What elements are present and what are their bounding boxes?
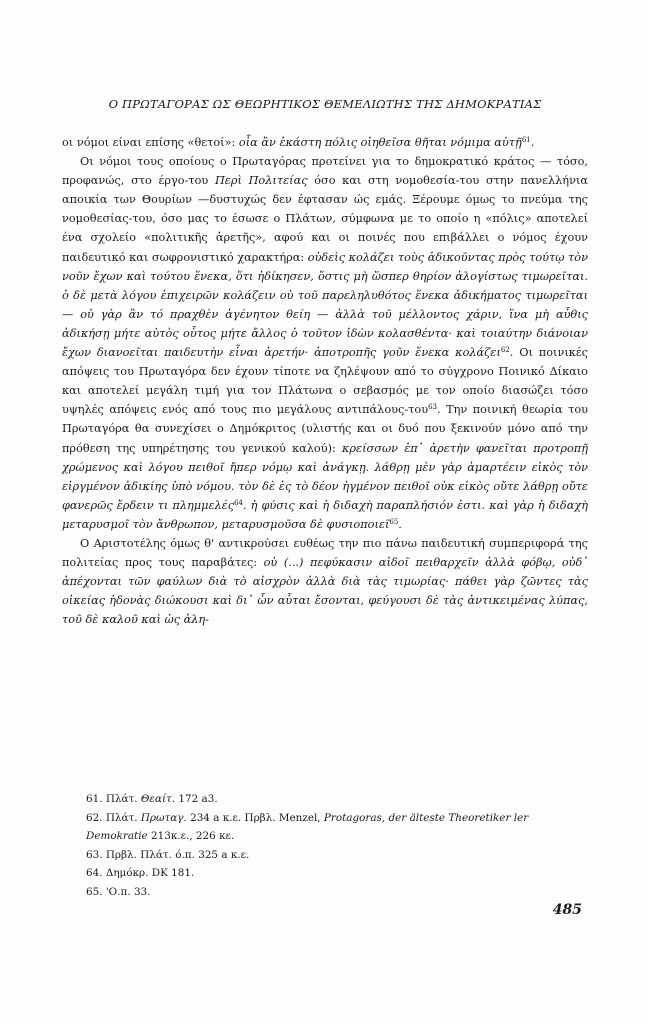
greek-quotation: οἷα ἂν ἑκάστη πόλις οἰηθεῖσα θῆται νόμιμα αὐτῇ	[238, 136, 522, 149]
text-run: όσο και στη νομοθεσία-του στην πανελλήνια αποικία των Θουρίων —δυστυχώς δεν έφτασαν ώς εμάς. Ξέρουμε όμως το πνεύμα της νομοθεσίας-του, όσο μας το έσωσε ο Πλάτων, σύμφωνα με το οποίο η «πόλις» αποτελεί ένα σχολείο «πολιτικῆς ἀρετῆς», αφού και οι ποινές που επιβάλλει ο νόμος έχουν παιδευτικό και σωφρονιστικό χαρακτήρα:	[62, 174, 589, 264]
footnote-ref: 64	[234, 498, 243, 507]
footnote	[86, 790, 586, 809]
greek-quotation: Θεαίτ.	[140, 793, 176, 805]
text-run: .	[242, 498, 251, 512]
text-run: .	[398, 517, 402, 531]
text-run: .	[530, 136, 535, 149]
footnote	[86, 846, 586, 865]
paragraph	[62, 152, 588, 534]
footnote	[86, 809, 586, 846]
greek-quotation: Protagoras, der ältestе Theoretiker ler Demokratie	[86, 811, 529, 843]
paragraph	[62, 534, 588, 629]
footnote-ref: 62	[500, 346, 510, 355]
text-run: 62. Πλάτ.	[86, 811, 141, 824]
text-run: 64. Δημόκρ. DK 181.	[86, 867, 195, 880]
footnote-ref: 65	[389, 517, 399, 526]
greek-quotation: οὐ (...) πεφύκασιν αἰδοῖ πειθαρχεῖν ἀλλὰ φόβῳ, οὐδ᾽ ἀπέχονται τῶν φαύλων διὰ τὸ αἰσχρὸν ἀλλὰ διὰ τὰς τιμωρίας· πάθει γὰρ ζῶντες τὰς οἰκείας ἡδονὰς διώκουσι καὶ δι᾽ ὧν αὗται ἔσονται, φεύγουσι δὲ τὰς ἀντικειμένας λύπας, τοῦ δὲ καλοῦ καὶ ὡς ἀλη-	[62, 556, 588, 627]
footnote-ref: 63	[428, 403, 437, 412]
footnotes	[86, 790, 586, 902]
text-run: 61. Πλάτ.	[86, 793, 141, 805]
greek-quotation: κρείσσων ἐπ᾽ ἀρετὴν φανεῖται προτροπῇ χρώμενος καὶ λόγου πειθοῖ ἤπερ νόμῳ καὶ ἀνάγκῃ. λάθρῃ μὲν γὰρ ἁμαρτέειν εἰκὸς τὸν εἰργμένον ἀδικίης ὑπὸ νόμου. τὸν δὲ ἐς τὸ δέον ἠγμένον πειθοῖ οὐκ εἰκὸς οὔτε λάθρῃ οὔτε φανερῶς ἔρδειν τι πλημμελές	[62, 441, 588, 512]
page-number: 485	[552, 902, 582, 918]
text-run: Οι νόμοι τους οποίους ο Πρωταγόρας προτείνει για το δημοκρατικό κράτος — τόσο, προφανώς, στο έργο-του	[62, 155, 588, 188]
running-head: Ο ΠΡΩΤΑΓΟΡΑΣ ΩΣ ΘΕΩΡΗΤΙΚΟΣ ΘΕΜΕΛΙΩΤΗΣ ΤΗΣ ΔΗΜΟΚΡΑΤΙΑΣ	[108, 97, 542, 111]
text-run: 234 a κ.ε. Πρβλ. Menzel,	[186, 811, 324, 824]
footnote	[86, 864, 586, 883]
greek-quotation: Περὶ Πολιτείας	[214, 174, 308, 188]
text-run: 213κ.ε., 226 κε.	[147, 830, 235, 843]
greek-quotation: Πρωταγ.	[140, 811, 187, 824]
text-run: 63. Πρβλ. Πλάτ. ό.π. 325 a κ.ε.	[86, 848, 250, 861]
text-run: οι νόμοι είναι επίσης «θετοί»:	[62, 136, 239, 149]
greek-quotation: ἡ φύσις καὶ ἡ διδαχὴ παραπλήσιόν ἐστι. καὶ γὰρ ἡ διδαχὴ μεταρυσμοῖ τὸν ἄνθρωπον, μεταρυσμοῦσα δὲ φυσιοποιεῖ	[62, 498, 588, 531]
footnote	[86, 883, 586, 902]
footnote-ref: 61	[521, 136, 531, 144]
text-run: Ο Αριστοτέλης όμως θ' αντικρούσει ευθέως την πιο πάνω παιδευτική συμπεριφορά της πολιτείας προς τους παραβάτες:	[62, 536, 588, 570]
greek-quotation: οὐδεὶς κολάζει τοὺς ἀδικοῦντας πρὸς τούτῳ τὸν νοῦν ἔχων καὶ τούτου ἕνεκα, ὅτι ἠδίκησεν, ὅστις μὴ ὥσπερ θηρίον ἀλογίστως τιμωρεῖται. ὁ δὲ μετὰ λόγου ἐπιχειρῶν κολάζειν οὐ τοῦ παρεληλυθότος ἕνεκα ἀδικήματος τιμωρεῖται— οὐ γὰρ ἂν τό πραχθὲν ἀγένητον θείη — ἀλλὰ τοῦ μέλλοντος χάριν, ἵνα μὴ αὖθις ἀδικήσῃ μήτε αὐτὸς οὗτος μήτε ἄλλος ὁ τοῦτον ἰδὼν κολασθέντα· καὶ τοιαύτην διάνοιαν ἔχων διανοεῖται παιδευτὴν εἶναι ἀρετήν· ἀποτροπῆς γοῦν ἕνεκα κολάζει	[62, 250, 588, 360]
text-run: 172 a3.	[175, 793, 218, 805]
main-text	[62, 133, 588, 629]
text-run: . Οι ποινικές απόψεις του Πρωταγόρα δεν έχουν τίποτε να ζηλέψουν από το σύγχρονο Ποινικό Δίκαιο και αποτελεί μεγάλη τιμή για τον Πλάτωνα ο σεβασμός με τον οποίο διασώζει τόσο υψηλές απόψεις ενός από τους πιο μεγάλους αντιπάλους-του	[62, 346, 588, 417]
paragraph	[62, 133, 588, 152]
text-run: . Την ποινική θεωρία του Πρωταγόρα θα συνεχίσει ο Δημόκριτος (υλιστής και οι δυό που ξεκινούν μόνο από την πρόθεση της υπηρέτησης του γενικού καλού):	[62, 403, 589, 455]
text-run: 65. 'Ο.π. 33.	[86, 885, 151, 898]
